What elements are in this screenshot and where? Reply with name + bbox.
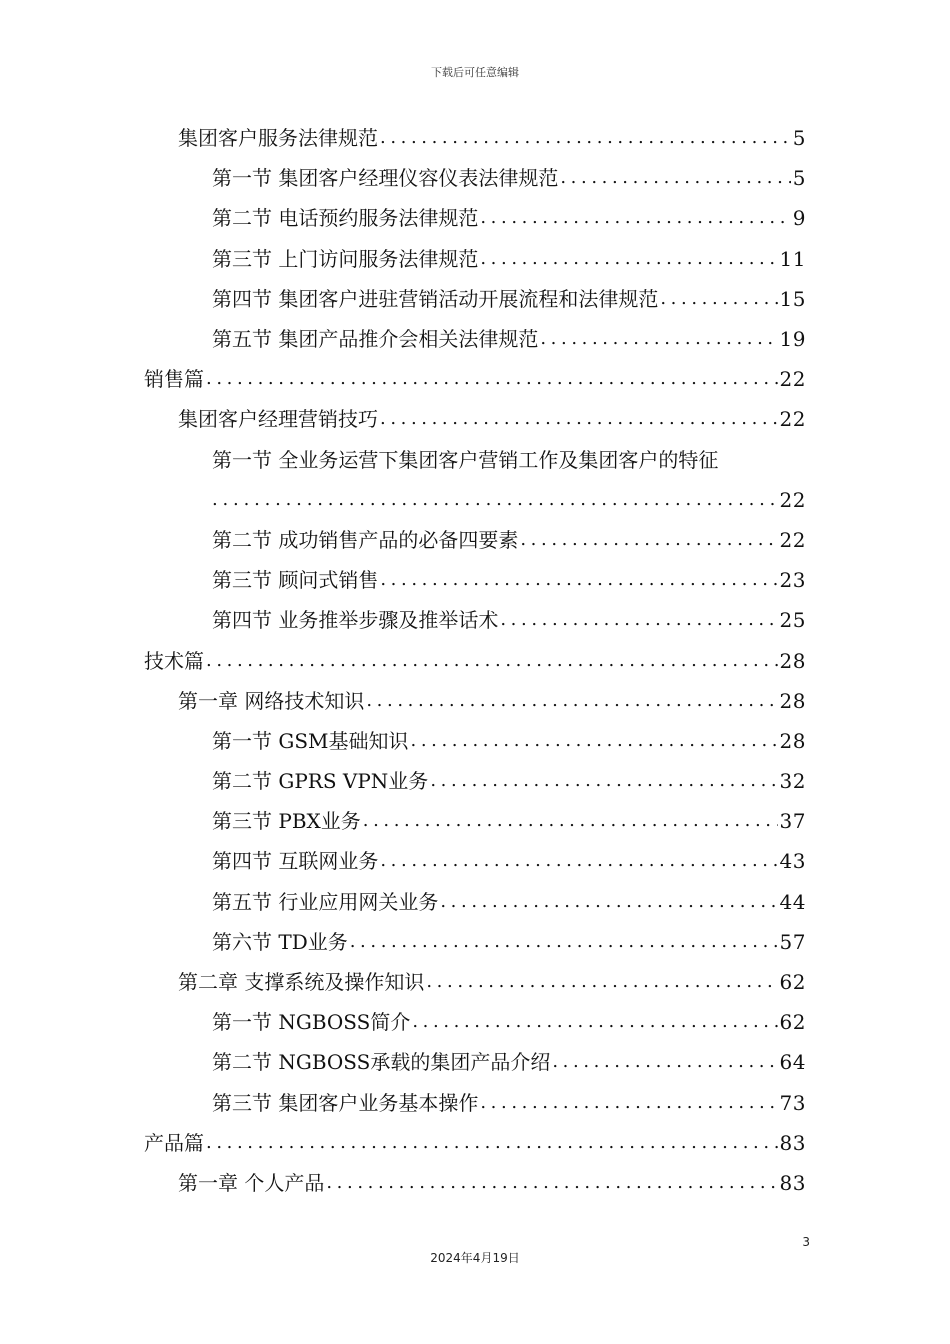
toc-dot-leader xyxy=(212,491,778,509)
toc-dot-leader xyxy=(552,1053,777,1071)
toc-entry[interactable] xyxy=(178,399,806,439)
toc-entry-label: 第六节 TD业务 xyxy=(212,929,348,954)
toc-dot-leader xyxy=(206,652,778,670)
toc-entry[interactable] xyxy=(212,440,806,480)
toc-dot-leader xyxy=(480,1094,777,1112)
toc-dot-leader xyxy=(380,852,777,870)
toc-entry-page: 28 xyxy=(779,688,806,713)
toc-entry-label: 集团客户经理营销技巧 xyxy=(178,407,378,432)
toc-entry-label: 第五节 集团产品推介会相关法律规范 xyxy=(212,327,539,352)
toc-entry-label: 第三节 PBX业务 xyxy=(212,809,361,834)
toc-dot-leader xyxy=(380,129,791,147)
toc-entry-label: 销售篇 xyxy=(144,367,204,392)
toc-entry-page: 9 xyxy=(792,206,806,231)
toc-dot-leader xyxy=(426,973,777,991)
toc-entry-page: 83 xyxy=(779,1130,806,1155)
toc-entry-page: 57 xyxy=(779,929,806,954)
toc-entry-page: 11 xyxy=(779,246,806,271)
toc-dot-leader xyxy=(660,290,777,308)
toc-dot-leader xyxy=(350,933,778,951)
toc-dot-leader xyxy=(540,330,777,348)
toc-dot-leader xyxy=(363,812,778,830)
toc-entry[interactable] xyxy=(212,239,806,279)
page-number: 3 xyxy=(802,1235,810,1249)
toc-entry-page: 43 xyxy=(779,849,806,874)
toc-entry[interactable] xyxy=(212,520,806,560)
toc-entry[interactable] xyxy=(212,1042,806,1082)
toc-entry[interactable] xyxy=(144,359,806,399)
toc-entry-label: 集团客户服务法律规范 xyxy=(178,126,378,151)
toc-entry-page: 5 xyxy=(792,126,806,151)
toc-entry-page: 19 xyxy=(779,327,806,352)
toc-entry[interactable] xyxy=(212,761,806,801)
toc-entry-page: 23 xyxy=(779,568,806,593)
toc-dot-leader xyxy=(206,370,778,388)
toc-entry[interactable] xyxy=(212,319,806,359)
toc-dot-leader xyxy=(520,531,777,549)
toc-entry-page: 5 xyxy=(792,166,806,191)
toc-entry[interactable] xyxy=(212,882,806,922)
toc-entry-page: 62 xyxy=(779,1010,806,1035)
toc-dot-leader xyxy=(411,732,778,750)
toc-dot-leader xyxy=(380,410,778,428)
toc-dot-leader xyxy=(480,209,790,227)
toc-entry-label: 第三节 顾问式销售 xyxy=(212,568,379,593)
toc-entry[interactable] xyxy=(212,1002,806,1042)
toc-entry-label: 第四节 互联网业务 xyxy=(212,849,379,874)
page-header: 下载后可任意编辑 xyxy=(431,66,519,79)
toc-entry-label: 第二节 成功销售产品的必备四要素 xyxy=(212,527,519,552)
toc-dot-leader xyxy=(500,611,777,629)
toc-entry-continuation[interactable] xyxy=(212,480,806,520)
toc-entry[interactable] xyxy=(212,600,806,640)
toc-dot-leader xyxy=(366,692,777,710)
toc-entry-page: 83 xyxy=(779,1170,806,1195)
toc-entry[interactable] xyxy=(178,962,806,1002)
toc-entry[interactable] xyxy=(212,198,806,238)
toc-entry-label: 第一节 集团客户经理仪容仪表法律规范 xyxy=(212,166,559,191)
toc-entry-label: 第一章 网络技术知识 xyxy=(178,688,365,713)
toc-dot-leader xyxy=(412,1013,777,1031)
toc-entry-label: 第二节 NGBOSS承载的集团产品介绍 xyxy=(212,1050,551,1075)
toc-entry-page: 15 xyxy=(779,286,806,311)
toc-entry[interactable] xyxy=(144,1123,806,1163)
toc-entry-label: 第三节 集团客户业务基本操作 xyxy=(212,1090,479,1115)
toc-entry-label: 第二节 电话预约服务法律规范 xyxy=(212,206,479,231)
toc-entry[interactable] xyxy=(212,1083,806,1123)
toc-entry[interactable] xyxy=(212,279,806,319)
toc-entry-label: 技术篇 xyxy=(144,648,204,673)
toc-entry-label: 第二章 支撑系统及操作知识 xyxy=(178,970,425,995)
toc-entry[interactable] xyxy=(212,922,806,962)
toc-dot-leader xyxy=(560,169,790,187)
toc-entry-page: 64 xyxy=(779,1050,806,1075)
toc-entry[interactable] xyxy=(212,560,806,600)
toc-entry-label: 第三节 上门访问服务法律规范 xyxy=(212,246,479,271)
toc-entry-page: 73 xyxy=(779,1090,806,1115)
toc-entry-label: 第四节 业务推举步骤及推举话术 xyxy=(212,608,499,633)
toc-entry[interactable] xyxy=(178,1163,806,1203)
toc-entry-page: 22 xyxy=(779,487,806,512)
toc-entry-label: 第四节 集团客户进驻营销活动开展流程和法律规范 xyxy=(212,286,659,311)
toc-entry-page: 44 xyxy=(779,889,806,914)
toc-entry[interactable] xyxy=(178,118,806,158)
toc-entry[interactable] xyxy=(178,681,806,721)
toc-entry-label: 第五节 行业应用网关业务 xyxy=(212,889,439,914)
table-of-contents xyxy=(0,118,950,1203)
toc-entry-page: 28 xyxy=(779,648,806,673)
toc-dot-leader xyxy=(480,250,777,268)
toc-dot-leader xyxy=(206,1134,778,1152)
toc-entry[interactable] xyxy=(144,640,806,680)
toc-dot-leader xyxy=(440,893,777,911)
toc-entry[interactable] xyxy=(212,158,806,198)
toc-entry-label: 第一章 个人产品 xyxy=(178,1170,325,1195)
toc-entry-page: 28 xyxy=(779,728,806,753)
toc-entry[interactable] xyxy=(212,841,806,881)
toc-entry-page: 22 xyxy=(779,367,806,392)
toc-entry[interactable] xyxy=(212,801,806,841)
toc-entry-page: 25 xyxy=(779,608,806,633)
toc-dot-leader xyxy=(430,772,777,790)
toc-entry-label: 第二节 GPRS VPN业务 xyxy=(212,769,429,794)
toc-entry-page: 37 xyxy=(779,809,806,834)
toc-dot-leader xyxy=(380,571,777,589)
toc-entry-page: 22 xyxy=(779,527,806,552)
toc-entry-page: 22 xyxy=(779,407,806,432)
toc-entry-page: 62 xyxy=(779,970,806,995)
footer-date: 2024年4月19日 xyxy=(430,1251,520,1265)
toc-entry-label: 第一节 NGBOSS简介 xyxy=(212,1010,411,1035)
toc-entry-page: 32 xyxy=(779,769,806,794)
toc-entry-label: 第一节 全业务运营下集团客户营销工作及集团客户的特征 xyxy=(212,447,719,472)
toc-entry[interactable] xyxy=(212,721,806,761)
toc-entry-label: 产品篇 xyxy=(144,1130,204,1155)
toc-dot-leader xyxy=(326,1174,777,1192)
toc-entry-label: 第一节 GSM基础知识 xyxy=(212,728,409,753)
